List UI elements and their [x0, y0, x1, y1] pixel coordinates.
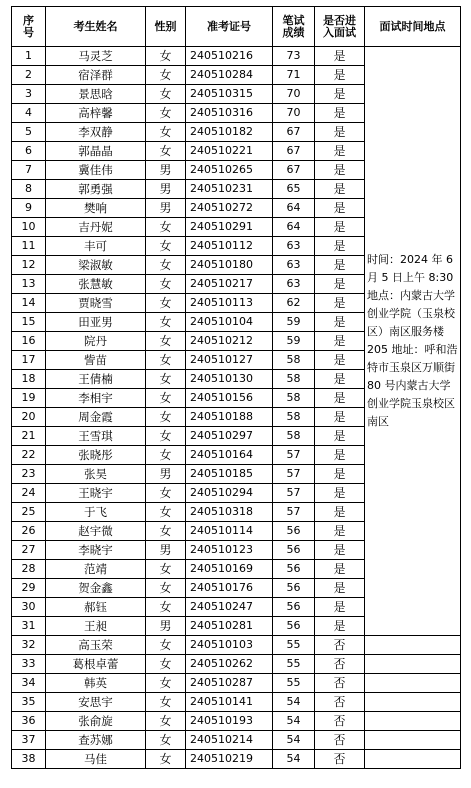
cell-exam-id: 240510231 — [186, 180, 273, 199]
cell-score: 56 — [273, 560, 315, 579]
cell-pass: 是 — [315, 47, 365, 66]
cell-pass: 是 — [315, 522, 365, 541]
cell-score: 57 — [273, 484, 315, 503]
cell-exam-id: 240510130 — [186, 370, 273, 389]
cell-exam-id: 240510193 — [186, 712, 273, 731]
cell-gender: 男 — [146, 541, 186, 560]
cell-gender: 男 — [146, 617, 186, 636]
cell-seq: 17 — [12, 351, 46, 370]
cell-exam-id: 240510123 — [186, 541, 273, 560]
cell-gender: 女 — [146, 256, 186, 275]
cell-name: 马灵芝 — [46, 47, 146, 66]
cell-pass: 是 — [315, 218, 365, 237]
cell-seq: 35 — [12, 693, 46, 712]
cell-pass: 是 — [315, 389, 365, 408]
cell-gender: 女 — [146, 579, 186, 598]
cell-seq: 18 — [12, 370, 46, 389]
cell-gender: 女 — [146, 123, 186, 142]
cell-score: 73 — [273, 47, 315, 66]
cell-name: 王昶 — [46, 617, 146, 636]
cell-seq: 11 — [12, 237, 46, 256]
cell-pass: 是 — [315, 370, 365, 389]
cell-info-empty — [365, 693, 461, 712]
cell-name: 周金霞 — [46, 408, 146, 427]
cell-exam-id: 240510156 — [186, 389, 273, 408]
cell-seq: 16 — [12, 332, 46, 351]
cell-pass: 否 — [315, 636, 365, 655]
cell-gender: 女 — [146, 275, 186, 294]
cell-seq: 24 — [12, 484, 46, 503]
cell-gender: 女 — [146, 104, 186, 123]
cell-exam-id: 240510185 — [186, 465, 273, 484]
cell-score: 58 — [273, 351, 315, 370]
cell-seq: 2 — [12, 66, 46, 85]
interview-info: 时间：2024 年 6 月 5 日上午 8:30 地点：内蒙古大学创业学院（玉泉校区）南区服务楼 205 地址：呼和浩特市玉泉区万顺街 80 号内蒙古大学创业学院玉泉校区南区 — [365, 47, 461, 636]
cell-name: 贾晓雪 — [46, 294, 146, 313]
table-row — [12, 636, 461, 655]
cell-pass: 是 — [315, 294, 365, 313]
cell-pass: 是 — [315, 313, 365, 332]
cell-score: 63 — [273, 256, 315, 275]
cell-score: 56 — [273, 541, 315, 560]
cell-seq: 27 — [12, 541, 46, 560]
cell-pass: 是 — [315, 598, 365, 617]
cell-seq: 12 — [12, 256, 46, 275]
cell-exam-id: 240510219 — [186, 750, 273, 769]
cell-seq: 37 — [12, 731, 46, 750]
cell-name: 张慧敏 — [46, 275, 146, 294]
cell-info-empty — [365, 750, 461, 769]
cell-score: 56 — [273, 617, 315, 636]
cell-name: 范靖 — [46, 560, 146, 579]
cell-exam-id: 240510104 — [186, 313, 273, 332]
cell-score: 56 — [273, 598, 315, 617]
cell-pass: 是 — [315, 123, 365, 142]
cell-pass: 是 — [315, 199, 365, 218]
cell-name: 景思晗 — [46, 85, 146, 104]
cell-seq: 4 — [12, 104, 46, 123]
cell-gender: 女 — [146, 503, 186, 522]
cell-exam-id: 240510315 — [186, 85, 273, 104]
cell-score: 55 — [273, 674, 315, 693]
cell-gender: 女 — [146, 313, 186, 332]
cell-pass: 是 — [315, 180, 365, 199]
cell-score: 63 — [273, 275, 315, 294]
cell-exam-id: 240510294 — [186, 484, 273, 503]
cell-score: 70 — [273, 104, 315, 123]
cell-name: 张俞旋 — [46, 712, 146, 731]
cell-name: 查苏娜 — [46, 731, 146, 750]
cell-name: 高梓馨 — [46, 104, 146, 123]
cell-exam-id: 240510297 — [186, 427, 273, 446]
cell-seq: 10 — [12, 218, 46, 237]
cell-score: 70 — [273, 85, 315, 104]
cell-gender: 女 — [146, 731, 186, 750]
cell-score: 58 — [273, 389, 315, 408]
cell-gender: 女 — [146, 142, 186, 161]
cell-score: 67 — [273, 142, 315, 161]
cell-pass: 是 — [315, 541, 365, 560]
cell-gender: 女 — [146, 218, 186, 237]
cell-pass: 是 — [315, 465, 365, 484]
cell-name: 郝钰 — [46, 598, 146, 617]
cell-seq: 19 — [12, 389, 46, 408]
results-table — [11, 6, 461, 769]
results-body — [12, 47, 461, 769]
cell-exam-id: 240510113 — [186, 294, 273, 313]
cell-name: 韩英 — [46, 674, 146, 693]
cell-gender: 女 — [146, 370, 186, 389]
cell-score: 57 — [273, 446, 315, 465]
cell-seq: 28 — [12, 560, 46, 579]
cell-exam-id: 240510112 — [186, 237, 273, 256]
cell-score: 65 — [273, 180, 315, 199]
cell-gender: 男 — [146, 465, 186, 484]
header-seq: 序号 — [12, 7, 46, 47]
cell-score: 57 — [273, 503, 315, 522]
cell-seq: 30 — [12, 598, 46, 617]
cell-pass: 是 — [315, 503, 365, 522]
cell-pass: 是 — [315, 237, 365, 256]
table-row — [12, 655, 461, 674]
results-table-container — [11, 6, 461, 769]
cell-gender: 女 — [146, 598, 186, 617]
cell-pass: 是 — [315, 560, 365, 579]
cell-score: 59 — [273, 332, 315, 351]
cell-name: 安思宇 — [46, 693, 146, 712]
cell-info-empty — [365, 674, 461, 693]
cell-pass: 否 — [315, 712, 365, 731]
cell-exam-id: 240510262 — [186, 655, 273, 674]
cell-seq: 20 — [12, 408, 46, 427]
cell-pass: 是 — [315, 408, 365, 427]
cell-score: 63 — [273, 237, 315, 256]
cell-name: 张昊 — [46, 465, 146, 484]
cell-seq: 1 — [12, 47, 46, 66]
cell-name: 张晓彤 — [46, 446, 146, 465]
table-row — [12, 674, 461, 693]
cell-exam-id: 240510176 — [186, 579, 273, 598]
table-row — [12, 693, 461, 712]
cell-gender: 女 — [146, 408, 186, 427]
cell-seq: 26 — [12, 522, 46, 541]
cell-score: 54 — [273, 712, 315, 731]
cell-exam-id: 240510127 — [186, 351, 273, 370]
cell-score: 67 — [273, 161, 315, 180]
cell-pass: 是 — [315, 617, 365, 636]
cell-score: 58 — [273, 370, 315, 389]
cell-pass: 是 — [315, 332, 365, 351]
cell-gender: 女 — [146, 560, 186, 579]
cell-pass: 是 — [315, 256, 365, 275]
cell-pass: 是 — [315, 85, 365, 104]
cell-exam-id: 240510217 — [186, 275, 273, 294]
cell-pass: 是 — [315, 446, 365, 465]
cell-exam-id: 240510212 — [186, 332, 273, 351]
cell-seq: 31 — [12, 617, 46, 636]
cell-pass: 是 — [315, 66, 365, 85]
cell-exam-id: 240510316 — [186, 104, 273, 123]
cell-score: 55 — [273, 655, 315, 674]
cell-name: 贺金鑫 — [46, 579, 146, 598]
cell-score: 54 — [273, 693, 315, 712]
cell-exam-id: 240510141 — [186, 693, 273, 712]
cell-pass: 否 — [315, 693, 365, 712]
cell-exam-id: 240510284 — [186, 66, 273, 85]
cell-gender: 女 — [146, 66, 186, 85]
cell-gender: 女 — [146, 294, 186, 313]
cell-seq: 13 — [12, 275, 46, 294]
cell-exam-id: 240510272 — [186, 199, 273, 218]
table-row — [12, 731, 461, 750]
cell-pass: 是 — [315, 484, 365, 503]
cell-seq: 23 — [12, 465, 46, 484]
cell-info-empty — [365, 712, 461, 731]
cell-score: 59 — [273, 313, 315, 332]
cell-name: 李双静 — [46, 123, 146, 142]
cell-score: 62 — [273, 294, 315, 313]
cell-exam-id: 240510114 — [186, 522, 273, 541]
cell-info-empty — [365, 731, 461, 750]
header-info: 面试时间地点 — [365, 7, 461, 47]
cell-pass: 否 — [315, 731, 365, 750]
cell-name: 丰可 — [46, 237, 146, 256]
cell-score: 54 — [273, 750, 315, 769]
table-row — [12, 47, 461, 66]
cell-name: 院丹 — [46, 332, 146, 351]
cell-score: 57 — [273, 465, 315, 484]
cell-info-empty — [365, 655, 461, 674]
cell-seq: 6 — [12, 142, 46, 161]
cell-gender: 女 — [146, 237, 186, 256]
header-gender: 性别 — [146, 7, 186, 47]
cell-seq: 5 — [12, 123, 46, 142]
cell-exam-id: 240510221 — [186, 142, 273, 161]
cell-score: 55 — [273, 636, 315, 655]
cell-name: 王倩楠 — [46, 370, 146, 389]
cell-info-empty — [365, 636, 461, 655]
cell-pass: 是 — [315, 427, 365, 446]
cell-name: 李相宇 — [46, 389, 146, 408]
header-pass: 是否进入面试 — [315, 7, 365, 47]
cell-gender: 女 — [146, 351, 186, 370]
cell-seq: 25 — [12, 503, 46, 522]
table-row — [12, 712, 461, 731]
cell-exam-id: 240510214 — [186, 731, 273, 750]
cell-seq: 21 — [12, 427, 46, 446]
cell-seq: 34 — [12, 674, 46, 693]
cell-exam-id: 240510188 — [186, 408, 273, 427]
header-name: 考生姓名 — [46, 7, 146, 47]
cell-gender: 女 — [146, 332, 186, 351]
cell-pass: 否 — [315, 750, 365, 769]
cell-exam-id: 240510182 — [186, 123, 273, 142]
cell-exam-id: 240510247 — [186, 598, 273, 617]
cell-pass: 是 — [315, 579, 365, 598]
cell-name: 冀佳伟 — [46, 161, 146, 180]
header-exam-id: 准考证号 — [186, 7, 273, 47]
cell-name: 高玉荣 — [46, 636, 146, 655]
cell-exam-id: 240510318 — [186, 503, 273, 522]
cell-score: 54 — [273, 731, 315, 750]
cell-score: 56 — [273, 522, 315, 541]
cell-name: 吉丹妮 — [46, 218, 146, 237]
cell-pass: 是 — [315, 275, 365, 294]
cell-name: 葛根卓蕾 — [46, 655, 146, 674]
cell-pass: 是 — [315, 351, 365, 370]
cell-score: 71 — [273, 66, 315, 85]
cell-seq: 9 — [12, 199, 46, 218]
cell-pass: 是 — [315, 104, 365, 123]
cell-name: 樊响 — [46, 199, 146, 218]
cell-gender: 女 — [146, 655, 186, 674]
cell-gender: 男 — [146, 199, 186, 218]
cell-pass: 是 — [315, 161, 365, 180]
cell-name: 李晓宇 — [46, 541, 146, 560]
cell-score: 56 — [273, 579, 315, 598]
cell-exam-id: 240510103 — [186, 636, 273, 655]
cell-exam-id: 240510287 — [186, 674, 273, 693]
cell-gender: 女 — [146, 636, 186, 655]
cell-score: 67 — [273, 123, 315, 142]
cell-score: 64 — [273, 218, 315, 237]
cell-name: 田亚男 — [46, 313, 146, 332]
cell-name: 王雪琪 — [46, 427, 146, 446]
cell-name: 郭勇强 — [46, 180, 146, 199]
cell-score: 64 — [273, 199, 315, 218]
cell-seq: 8 — [12, 180, 46, 199]
cell-name: 于飞 — [46, 503, 146, 522]
cell-gender: 女 — [146, 85, 186, 104]
cell-pass: 否 — [315, 655, 365, 674]
cell-gender: 女 — [146, 674, 186, 693]
cell-seq: 36 — [12, 712, 46, 731]
cell-exam-id: 240510164 — [186, 446, 273, 465]
cell-seq: 7 — [12, 161, 46, 180]
cell-pass: 是 — [315, 142, 365, 161]
cell-seq: 22 — [12, 446, 46, 465]
cell-name: 宿泽群 — [46, 66, 146, 85]
cell-seq: 14 — [12, 294, 46, 313]
cell-exam-id: 240510180 — [186, 256, 273, 275]
cell-gender: 男 — [146, 161, 186, 180]
cell-gender: 女 — [146, 712, 186, 731]
cell-gender: 女 — [146, 389, 186, 408]
cell-name: 赵宇微 — [46, 522, 146, 541]
cell-seq: 32 — [12, 636, 46, 655]
cell-seq: 3 — [12, 85, 46, 104]
cell-seq: 38 — [12, 750, 46, 769]
cell-exam-id: 240510291 — [186, 218, 273, 237]
cell-gender: 女 — [146, 427, 186, 446]
cell-gender: 女 — [146, 446, 186, 465]
cell-pass: 否 — [315, 674, 365, 693]
cell-gender: 女 — [146, 750, 186, 769]
cell-seq: 29 — [12, 579, 46, 598]
cell-seq: 33 — [12, 655, 46, 674]
cell-exam-id: 240510281 — [186, 617, 273, 636]
cell-score: 58 — [273, 408, 315, 427]
cell-name: 王晓宇 — [46, 484, 146, 503]
cell-gender: 女 — [146, 522, 186, 541]
cell-name: 郭晶晶 — [46, 142, 146, 161]
cell-seq: 15 — [12, 313, 46, 332]
cell-score: 58 — [273, 427, 315, 446]
cell-exam-id: 240510216 — [186, 47, 273, 66]
cell-exam-id: 240510169 — [186, 560, 273, 579]
cell-exam-id: 240510265 — [186, 161, 273, 180]
cell-gender: 女 — [146, 693, 186, 712]
cell-gender: 女 — [146, 47, 186, 66]
cell-name: 訾苗 — [46, 351, 146, 370]
cell-gender: 男 — [146, 180, 186, 199]
header-row — [12, 7, 461, 47]
table-row — [12, 750, 461, 769]
cell-name: 马佳 — [46, 750, 146, 769]
cell-gender: 女 — [146, 484, 186, 503]
cell-name: 梁淑敏 — [46, 256, 146, 275]
header-score: 笔试成绩 — [273, 7, 315, 47]
